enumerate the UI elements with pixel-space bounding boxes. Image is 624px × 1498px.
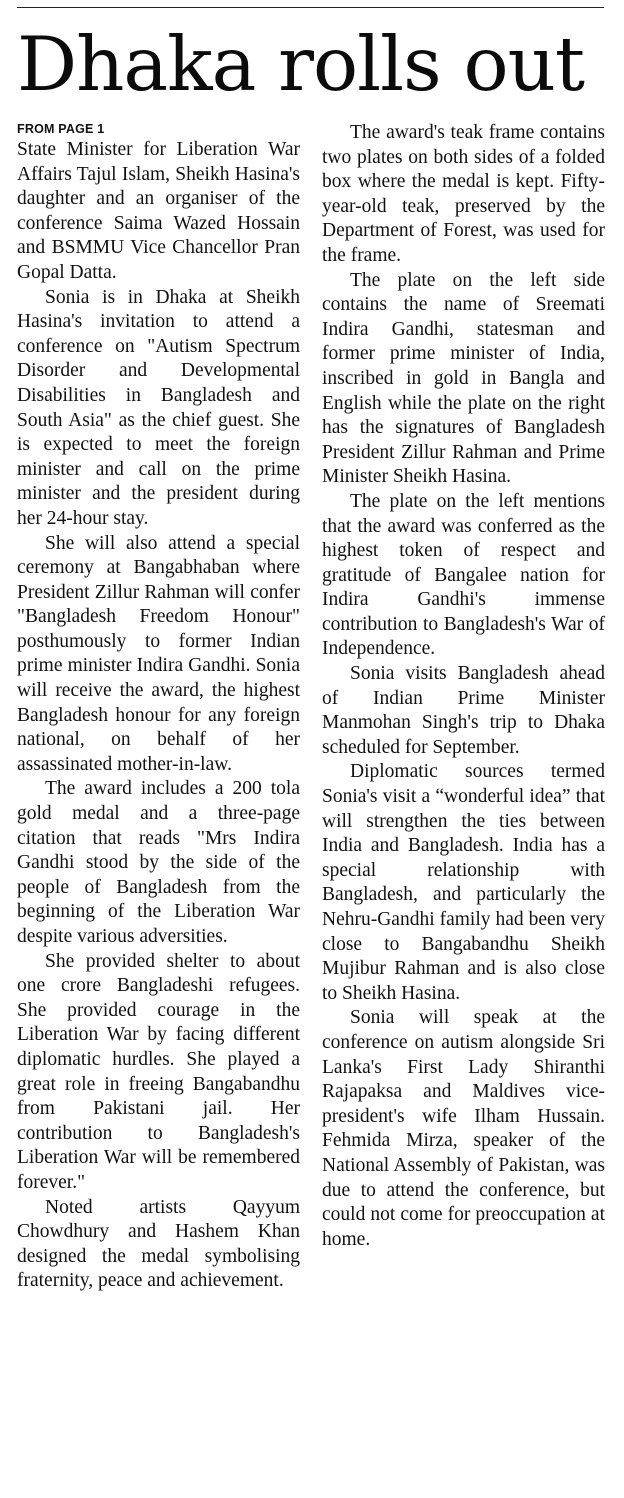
paragraph: She provided shelter to about one crore Bangladeshi refugees. She provided courage in the Liberation War by facing different diplomatic hurdles. She played a great role in freeing Bangabandhu from Pakistani jail. Her contribution to Bangladesh's Liberation War will be remembered forever." (17, 950, 300, 1193)
paragraph: State Minister for Liberation War Affairs Tajul Islam, Sheikh Hasina's daughter and an organiser of the conference Saima Wazed Hossain and BSMMU Vice Chancellor Pran Gopal Datta. (17, 139, 300, 283)
paragraph: The plate on the left mentions that the award was conferred as the highest token of respect and gratitude of Bangalee nation for Indira Gandhi's immense contribution to Bangladesh's War of Independence. (322, 490, 605, 660)
paragraph: The award's teak frame contains two plates on both sides of a folded box where the medal is kept. Fifty-year-old teak, preserved by the Department of Forest, was used for the frame. (322, 122, 605, 266)
paragraph: Noted artists Qayyum Chowdhury and Hashem Khan designed the medal symbolising fraternity, peace and achievement. (17, 1196, 300, 1292)
paragraph: Sonia will speak at the conference on autism alongside Sri Lanka's First Lady Shiranthi Rajapaksa and Maldives vice-president's wife Ilham Hussain. Fehmida Mirza, speaker of the National Assembly of Pakistan, was due to attend the conference, but could not come for preoccupation at home. (322, 1007, 605, 1250)
right-column (322, 121, 605, 1252)
paragraph: Diplomatic sources termed Sonia's visit a “wonderful idea” that will strengthen the ties between India and Bangladesh. India has a special relationship with Bangladesh, and particularly the Nehru-Gandhi family had been very close to Bangabandhu Sheikh Mujibur Rahman and is also close to Sheikh Hasina. (322, 761, 605, 1004)
paragraph: The plate on the left side contains the name of Sreemati Indira Gandhi, statesman and former prime minister of India, inscribed in gold in Bangla and English while the plate on the right has the signatures of Bangladesh President Zillur Rahman and Prime Minister Sheikh Hasina. (322, 269, 605, 488)
paragraph: The award includes a 200 tola gold medal and a three-page citation that reads "Mrs Indira Gandhi stood by the side of the people of Bangladesh from the beginning of the Liberation War despite various adversities. (17, 778, 300, 947)
paragraph: Sonia is in Dhaka at Sheikh Hasina's invitation to attend a conference on "Autism Spectrum Disorder and Developmental Disabilities in Bangladesh and South Asia" as the chief guest. She is expected to meet the foreign minister and call on the prime minister and the president during her 24-hour stay. (17, 286, 300, 529)
left-column (17, 118, 300, 1294)
top-rule (17, 7, 604, 8)
kicker: FROM PAGE 1 (17, 122, 105, 136)
paragraph: Sonia visits Bangladesh ahead of Indian Prime Minister Manmohan Singh's trip to Dhaka scheduled for September. (322, 663, 605, 758)
headline: Dhaka rolls out (17, 20, 585, 108)
paragraph: She will also attend a special ceremony at Bangabhaban where President Zillur Rahman will confer "Bangladesh Freedom Honour" posthumously to former Indian prime minister Indira Gandhi. Sonia will receive the award, the highest Bangladesh honour for any foreign national, on behalf of her assassinated mother-in-law. (17, 532, 300, 775)
